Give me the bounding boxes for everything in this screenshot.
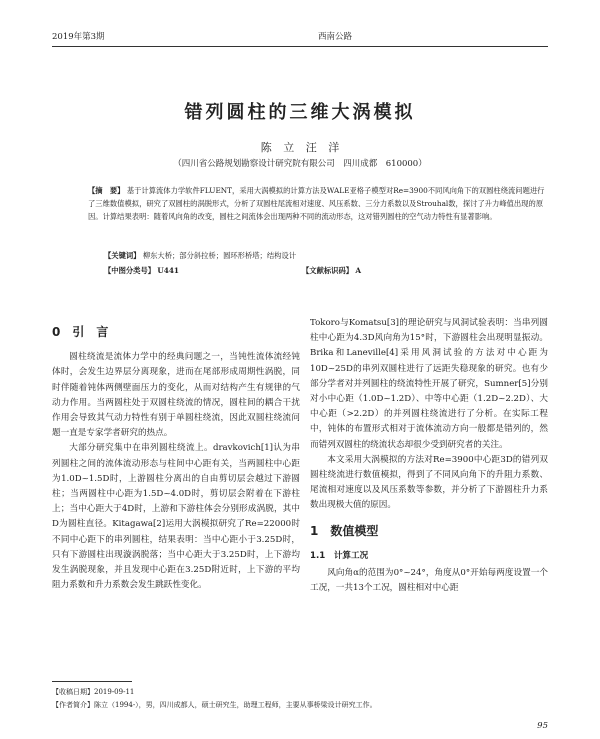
class-number-label: 【中图分类号】: [104, 266, 156, 275]
abstract-label: 【摘 要】: [88, 186, 125, 195]
abstract-text: 基于计算流体力学软件FLUENT，采用大涡模拟的计算方法及WALE亚格子模型对Re=3900不同风向角下的双圆柱绕流问题进行了三维数值模拟，研究了双圆柱的涡脱形式，分析了双圆柱尾流相对速度、风压系数、三分力系数以及Strouhal数，探讨了升力峰值出现的原因。计算结果表明：随着风向角的改变，圆柱之间流体会出现两种不同的流动形态，这对错列圆柱的空气动力特性有显著影响。: [88, 186, 545, 221]
doc-code-label: 【文献标识码】: [302, 266, 354, 275]
keywords-label: 【关键词】: [104, 251, 141, 260]
class-number-row: [104, 266, 179, 276]
section-1-heading: 1 数值模型: [310, 523, 379, 538]
author-affiliation: （四川省公路规划勘察设计研究院有限公司 四川成都 610000）: [173, 159, 427, 169]
class-number-value: U441: [157, 266, 180, 275]
author-names: 陈 立 汪 洋: [260, 141, 340, 154]
page-number: 95: [537, 721, 548, 731]
footnote-author-bio: 【作者简介】陈立（1994-），男，四川成都人，硕士研究生，助理工程师，主要从事桥梁设计研究工作。: [52, 701, 377, 709]
doc-code-row: [302, 266, 361, 276]
footnote-rule: [52, 681, 132, 682]
paragraph: Tokoro与Komatsu[3]的理论研究与风洞试验表明：当串列圆柱中心距为4.3D风向角为15°时，下游圆柱会出现明显振动。Brika和Laneville[4]采用风洞试验的方法对中心距为10D~25D的串列双圆柱进行了远距失稳现象的研究。也有少部分学者对并列圆柱的绕流特性开展了研究，Sumner[5]分别对小中心距（1.0D~1.2D）、中等中心距（1.2D~2.2D）、大中心距（>2.2D）的并列圆柱绕流进行了分析。在实际工程中，钝体的布置形式相对于流体流动方向一般都是错列的，然而错列双圆柱的绕流状态却很少受到研究者的关注。: [310, 318, 548, 450]
keywords-row: [104, 251, 546, 261]
paragraph: 圆柱绕流是流体力学中的经典问题之一，当钝性流体流经钝体时，会发生边界层分离现象，进而在尾部形成周期性涡脱，同时伴随着钝体两侧壁面压力的变化，从而对结构产生有规律的气动力作用。当两圆柱处于双圆柱绕流的情况，圆柱间的耦合干扰作用会导致其气动力特性有别于单圆柱绕流，因此双圆柱绕流问题一直是专家学者研究的热点。: [52, 352, 300, 439]
issue-label: 2019年第3期: [52, 32, 105, 42]
left-column: [52, 325, 300, 593]
abstract-block: [88, 184, 546, 223]
paragraph: 风向角α的范围为0°~24°，角度从0°开始每两度设置一个工况，一共13个工况，圆柱相对中心距: [310, 568, 548, 594]
doc-code-value: A: [355, 266, 362, 275]
running-header: [52, 30, 548, 47]
journal-name: 西南公路: [318, 32, 353, 42]
paragraph: 大部分研究集中在串列圆柱绕流上。dravkovich[1]认为串列圆柱之间的流体流动形态与柱间中心距有关，当两圆柱中心距为1.0D~1.5D时，上游圆柱分离出的自由剪切层会越过下游圆柱；当两圆柱中心距为1.5D~4.0D时，剪切层会附着在下游柱上；当中心距大于4D时，上游和下游柱体会分别形成涡脱，其中D为圆柱直径。Kitagawa[2]运用大涡模拟研究了Re=22000时不同中心距下的串列圆柱，结果表明：当中心距小于3.25D时，只有下游圆柱出现漩涡脱落；当中心距大于3.25D时，上下游均发生涡脱现象，并且发现中心距在3.25D附近时，上下游的平均阻力系数和升力系数会发生跳跃性变化。: [52, 443, 300, 591]
footnote-received-date: 【收稿日期】2019-09-11: [52, 688, 135, 696]
section-0-heading: 0 引 言: [52, 325, 109, 339]
paragraph: 本文采用大涡模拟的方法对Re=3900中心距3D的错列双圆柱绕流进行数值模拟，得到了不同风向角下的升阻力系数、尾流相对速度以及风压系数等参数，并分析了下游圆柱升力系数出现极大值的原因。: [310, 454, 548, 511]
paper-title: 错列圆柱的三维大涡模拟: [184, 102, 416, 123]
subsection-1-1-heading: 1.1 计算工况: [310, 550, 369, 561]
keywords-text: 柳东大桥；部分斜拉桥；圆环形桥塔；结构设计: [142, 251, 297, 260]
right-column: [310, 316, 548, 596]
